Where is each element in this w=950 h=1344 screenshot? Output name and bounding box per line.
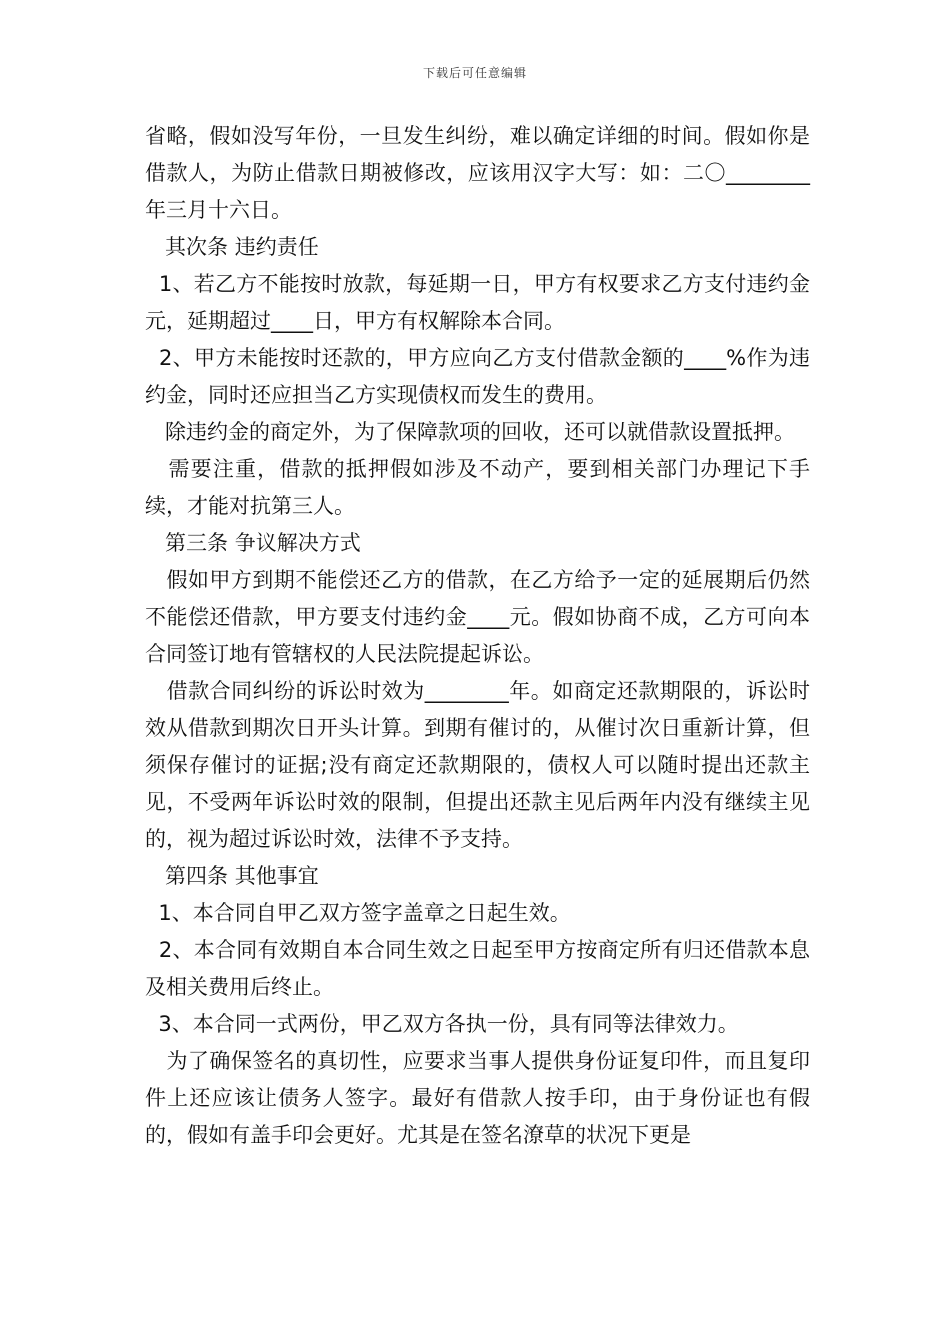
heading-article-2: 其次条 违约责任 xyxy=(145,235,319,259)
paragraph-mortgage-note: 需要注重，借款的抵押假如涉及不动产，要到相关部门办理记下手续，才能对抗第三人。 xyxy=(145,457,811,518)
heading-article-4: 第四条 其他事宜 xyxy=(145,864,319,888)
clause-2-1: 1、若乙方不能按时放款，每延期一日，甲方有权要求乙方支付违约金 元，延期超过____日，甲方有权解除本合同。 xyxy=(145,272,817,333)
paragraph-signature: 为了确保签名的真切性，应要求当事人提供身份证复印件，而且复印件上还应该让债务人签字。最好有借款人按手印，由于身份证也有假的，假如有盖手印会更好。尤其是在签名潦草的状况下更是 xyxy=(145,1049,811,1147)
clause-4-3: 3、本合同一式两份，甲乙双方各执一份，具有同等法律效力。 xyxy=(145,1012,739,1036)
heading-article-3: 第三条 争议解决方式 xyxy=(145,531,361,555)
paragraph-mortgage: 除违约金的商定外，为了保障款项的回收，还可以就借款设置抵押。 xyxy=(145,420,796,444)
clause-2-2: 2、甲方未能按时还款的，甲方应向乙方支付借款金额的____%作为违约金，同时还应担当乙方实现债权而发生的费用。 xyxy=(145,346,811,407)
paragraph-limitation: 借款合同纠纷的诉讼时效为________年。如商定还款期限的，诉讼时效从借款到期次日开头计算。到期有催讨的，从催讨次日重新计算，但须保存催讨的证据;没有商定还款期限的，债权人可以随时提出还款主见，不受两年诉讼时效的限制，但提出还款主见后两年内没有继续主见的，视为超过诉讼时效，法律不予支持。 xyxy=(145,679,810,851)
clause-4-1: 1、本合同自甲乙双方签字盖章之日起生效。 xyxy=(145,901,571,925)
paragraph-date-note: 省略，假如没写年份，一旦发生纠纷，难以确定详细的时间。假如你是借款人，为防止借款日期被修改，应该用汉字大写：如：二〇________年三月十六日。 xyxy=(145,124,810,222)
document-body xyxy=(145,118,817,1154)
paragraph-dispute: 假如甲方到期不能偿还乙方的借款，在乙方给予一定的延展期后仍然不能偿还借款，甲方要支付违约金____元。假如协商不成，乙方可向本合同签订地有管辖权的人民法院提起诉讼。 xyxy=(145,568,811,666)
clause-4-2: 2、本合同有效期自本合同生效之日起至甲方按商定所有归还借款本息及相关费用后终止。 xyxy=(145,938,810,999)
page-header: 下载后可任意编辑 xyxy=(422,66,527,80)
